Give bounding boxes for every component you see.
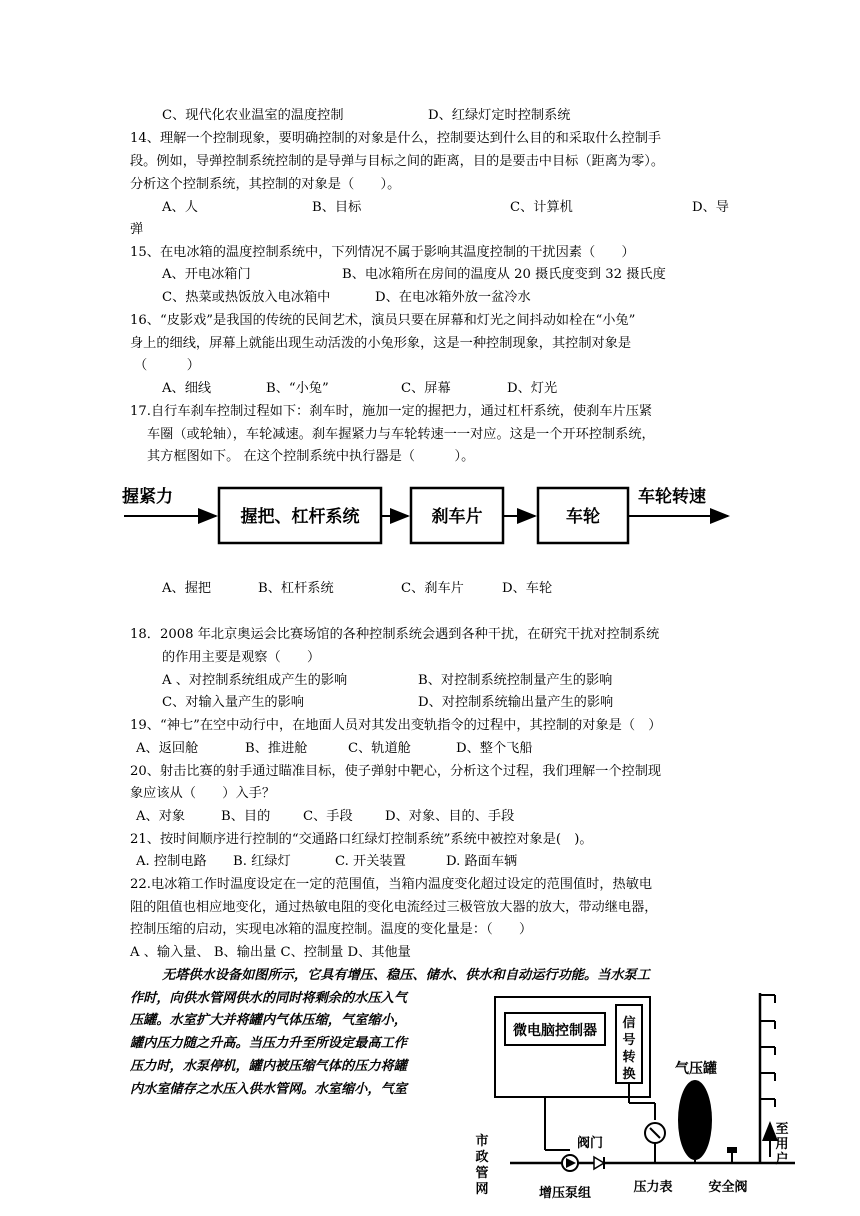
- q20-option-a: A、对象: [136, 809, 186, 824]
- passage-line6: 内水室储存之水压入供水管网。水室缩小，气室: [130, 1082, 407, 1097]
- municipal-char-2: 政: [475, 1150, 489, 1165]
- q19-stem: 19、“神七”在空中动行中，在地面人员对其发出变轨指令的过程中，其控制的对象是（ ）: [130, 718, 662, 733]
- q17-option-c: C、刹车片: [401, 581, 464, 596]
- q14-option-b: B、目标: [312, 200, 362, 215]
- brake-output-label: 车轮转速: [638, 487, 706, 507]
- q19-option-c: C、轨道舱: [348, 741, 411, 756]
- q15-stem: 15、在电冰箱的温度控制系统中，下列情况不属于影响其温度控制的干扰因素（ ）: [130, 245, 635, 260]
- q16-option-d: D、灯光: [507, 381, 558, 396]
- q15-option-d: D、在电冰箱外放一盆冷水: [375, 290, 531, 305]
- option-c-q13: C、现代化农业温室的温度控制: [162, 108, 344, 123]
- q14-line3: 分析这个控制系统，其控制的对象是（ ）。: [130, 177, 401, 192]
- brake-block-diagram: [118, 478, 738, 548]
- passage-line1: 无塔供水设备如图所示，它具有增压、稳压、储水、供水和自动运行功能。当水泵工: [162, 968, 650, 983]
- q21-stem: 21、按时间顺序进行控制的“交通路口红绿灯控制系统”系统中被控对象是( )。: [130, 832, 593, 847]
- block-brake-pad-label: 刹车片: [431, 507, 483, 527]
- pump-label: 增压泵组: [538, 1186, 592, 1201]
- q17-line2: 车圈（或轮轴），车轮减速。刹车握紧力与车轮转速一一对应。这是一个开环控制系统，: [147, 427, 655, 442]
- q18-line2: 的作用主要是观察（ ）: [162, 650, 321, 665]
- q20-line1: 20、射击比赛的射手通过瞄准目标，使子弹射中靶心，分析这个过程，我们理解一个控制现: [130, 764, 662, 779]
- municipal-char-1: 市: [475, 1134, 489, 1149]
- q18-line1: 18．2008 年北京奥运会比赛场馆的各种控制系统会遇到各种干扰，在研究干扰对控制系统: [130, 627, 660, 642]
- q22-line1: 22.电冰箱工作时温度设定在一定的范围值，当箱内温度变化超过设定的范围值时，热敏电: [130, 877, 653, 892]
- q15-option-c: C、热菜或热饭放入电冰箱中: [162, 290, 331, 305]
- q14-option-d: D、导: [692, 200, 729, 215]
- q20-option-c: C、手段: [303, 809, 353, 824]
- passage-line5: 压力时，水泵停机，罐内被压缩气体的压力将罐: [130, 1059, 407, 1074]
- pressure-tank: [678, 1080, 712, 1160]
- q14-line1: 14、理解一个控制现象，要明确控制的对象是什么，控制要达到什么目的和采取什么控制手: [130, 131, 662, 146]
- q17-option-b: B、杠杆系统: [258, 581, 334, 596]
- gauge-label: 压力表: [633, 1180, 673, 1195]
- q14-option-a: A、人: [162, 200, 198, 215]
- brake-input-label: 握紧力: [122, 487, 173, 507]
- q16-line1: 16、“皮影戏”是我国的传统的民间艺术，演员只要在屏幕和灯光之间抖动如栓在“小兔”: [130, 313, 636, 328]
- converter-char-1: 信: [622, 1016, 636, 1031]
- q14-option-c: C、计算机: [510, 200, 573, 215]
- q17-line1: 17.自行车刹车控制过程如下：刹车时，施加一定的握把力，通过杠杆系统，使刹车片压紧: [130, 404, 653, 419]
- block-wheel-label: 车轮: [566, 507, 600, 527]
- controller-label: 微电脑控制器: [513, 1023, 597, 1039]
- q16-option-c: C、屏幕: [401, 381, 451, 396]
- valve-icon: [594, 1157, 604, 1169]
- q21-option-c: C. 开关装置: [335, 854, 406, 869]
- converter-char-4: 换: [622, 1067, 636, 1082]
- safety-valve-label: 安全阀: [708, 1180, 748, 1195]
- q14-line2: 段。例如，导弹控制系统控制的是导弹与目标之间的距离，目的是要击中目标（距离为零）。: [130, 154, 665, 169]
- q18-option-b: B、对控制系统控制量产生的影响: [418, 673, 613, 688]
- q21-option-b: B. 红绿灯: [233, 854, 291, 869]
- q21-option-d: D. 路面车辆: [446, 854, 518, 869]
- to-user-char-1: 至: [775, 1122, 789, 1137]
- converter-char-2: 号: [622, 1033, 636, 1048]
- q19-option-b: B、推进舱: [245, 741, 308, 756]
- block-lever-label: 握把、杠杆系统: [240, 507, 360, 527]
- q14-option-d-cont: 弹: [130, 222, 144, 237]
- q16-line2: 身上的细线，屏幕上就能出现生动活泼的小兔形象，这是一种控制现象，其控制对象是: [130, 336, 632, 351]
- to-user-char-3: 户: [775, 1152, 789, 1167]
- q18-option-a: A 、对控制系统组成产生的影响: [162, 673, 348, 688]
- passage-line3: 压罐。水室扩大并将罐内气体压缩，气室缩小，: [130, 1013, 407, 1028]
- q15-option-b: B、电冰箱所在房间的温度从 20 摄氏度变到 32 摄氏度: [342, 267, 666, 282]
- valve-label: 阀门: [576, 1136, 604, 1151]
- passage-line4: 罐内压力随之升高。当压力升至所设定最高工作: [130, 1036, 407, 1051]
- option-d-q13: D、红绿灯定时控制系统: [428, 108, 571, 123]
- municipal-char-4: 网: [475, 1182, 489, 1197]
- q18-option-c: C、对输入量产生的影响: [162, 695, 304, 710]
- water-supply-diagram: [470, 985, 800, 1210]
- passage-line2: 作时，向供水管网供水的同时将剩余的水压入气: [130, 991, 407, 1006]
- municipal-char-3: 管: [475, 1166, 489, 1181]
- tank-label: 气压罐: [675, 1061, 717, 1077]
- q17-option-a: A、握把: [162, 581, 212, 596]
- q18-option-d: D、对控制系统输出量产生的影响: [418, 695, 614, 710]
- q21-option-a: A. 控制电路: [136, 854, 207, 869]
- to-user-char-2: 用: [775, 1137, 789, 1152]
- q16-line3: （ ）: [134, 358, 200, 373]
- q22-line2: 阻的阻值也相应地变化，通过热敏电阻的变化电流经过三极管放大器的放大，带动继电器，: [130, 900, 658, 915]
- q16-option-b: B、“小兔”: [266, 381, 329, 396]
- q19-option-a: A、返回舱: [136, 741, 199, 756]
- q22-line3: 控制压缩的启动，实现电冰箱的温度控制。温度的变化量是：（ ）: [130, 922, 533, 937]
- q15-option-a: A、开电冰箱门: [162, 267, 251, 282]
- safety-valve-icon: [727, 1147, 737, 1153]
- q20-option-b: B、目的: [221, 809, 271, 824]
- q16-option-a: A、细线: [162, 381, 212, 396]
- q17-option-d: D、车轮: [502, 581, 553, 596]
- q20-line2: 象应该从（ ）入手？: [130, 786, 276, 801]
- q20-option-d: D、对象、目的、手段: [385, 809, 515, 824]
- q22-options: A 、输入量、 B、输出量 C、控制量 D、其他量: [130, 945, 411, 960]
- q19-option-d: D、整个飞船: [456, 741, 533, 756]
- converter-char-3: 转: [622, 1050, 636, 1065]
- q17-line3: 其方框图如下。 在这个控制系统中执行器是（ ）。: [147, 449, 475, 464]
